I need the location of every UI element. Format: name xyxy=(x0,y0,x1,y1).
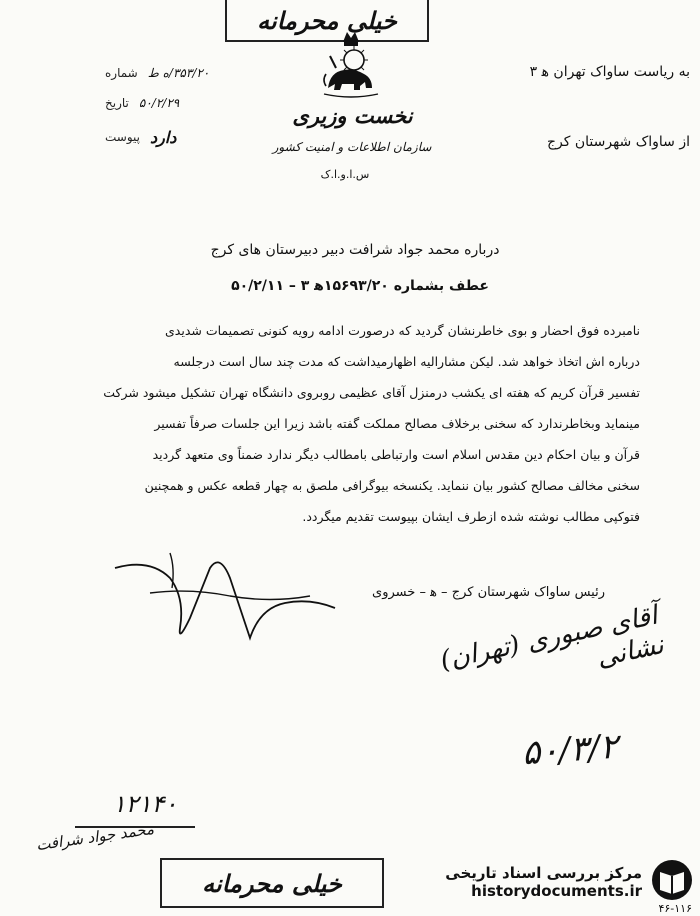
recipient-line: به ریاست ساواک تهران ه‍ ۳ xyxy=(529,64,690,80)
source-name-fa: مرکز بررسی اسناد تاریخی xyxy=(445,864,642,882)
letter-number-row xyxy=(105,62,305,84)
reference-line: عطف بشماره ۱۵۶۹۳/۲۰ه‍ ۳ – ۵۰/۲/۱۱ xyxy=(231,278,489,294)
letter-body xyxy=(30,315,640,532)
lion-and-sun-crown-emblem-icon xyxy=(320,28,382,100)
source-name-en: historydocuments.ir xyxy=(471,882,642,900)
date-label: تاریخ xyxy=(105,96,129,110)
handwritten-note: آقای صبوری (تهران) نشانی xyxy=(437,600,667,676)
source-logo xyxy=(424,858,694,906)
body-line: نامبرده فوق احضار و بوی خاطرنشان گردید که درصورت ادامه رویه کنونی تصمیمات شدیدی xyxy=(165,323,640,338)
org-subtitle: سازمان اطلاعات و امنیت کشور xyxy=(272,140,432,154)
archive-book-icon xyxy=(650,858,694,906)
handwritten-name: محمد جواد شرافت xyxy=(35,819,155,855)
attachment-label: پیوست xyxy=(105,130,140,144)
handwritten-date: ۵۰/۳/۲ xyxy=(520,726,620,774)
handwritten-file-number: ۱۲۱۴۰ xyxy=(112,790,178,818)
body-line: مینماید وبخاطرندارد که سخنی برخلاف مصالح مملکت گفته باشد زیرا این جلسات صرفاً تفسیر xyxy=(154,416,640,431)
body-line: فتوکپی مطالب نوشته شده ازطرف ایشان بپیوست تقدیم میگردد. xyxy=(302,509,640,524)
date-value: ۵۰/۲/۲۹ xyxy=(138,96,180,110)
body-line: تفسیر قرآن کریم که هفته ای یکشب درمنزل آقای عظیمی روبروی دانشگاه تهران تشکیل میشود شرکت xyxy=(103,385,640,400)
source-logo-text xyxy=(445,864,642,900)
signature-title: رئیس ساواک شهرستان کرج – ه‍ – خسروی xyxy=(372,585,605,600)
body-line: قرآن و بیان احکام دین مقدس اسلام است وارتباطی بامطالب دیگر ندارد ضمناً وی متعهد گردید xyxy=(152,447,640,462)
number-label: شماره xyxy=(105,66,138,80)
org-code: س.ا.و.ا.ک xyxy=(320,168,370,181)
org-main-title: نخست وزیری xyxy=(292,103,413,128)
top-classification-stamp: خیلی محرمانه xyxy=(225,0,429,42)
number-value: ۳۵۳/۲۰/ه‌ ط xyxy=(147,66,210,80)
sender-line: از ساواک شهرستان کرج xyxy=(546,134,690,150)
body-line: درباره اش اتخاذ خواهد شد. لیکن مشارالیه اظهارمیداشت که مدت چند سال است درجلسه xyxy=(173,354,640,369)
attachment-value: دارد xyxy=(150,127,177,147)
bottom-classification-stamp: خیلی محرمانه xyxy=(160,858,384,908)
body-line: سخنی مخالف مصالح کشور بیان ننماید. یکنسخه بیوگرافی ملصق به چهار قطعه عکس و همچنین xyxy=(144,478,640,493)
subject-line: درباره محمد جواد شرافت دبیر دبیرستان های کرج xyxy=(210,242,500,258)
page-code: ۴۶-۱۱۶ xyxy=(658,902,692,915)
